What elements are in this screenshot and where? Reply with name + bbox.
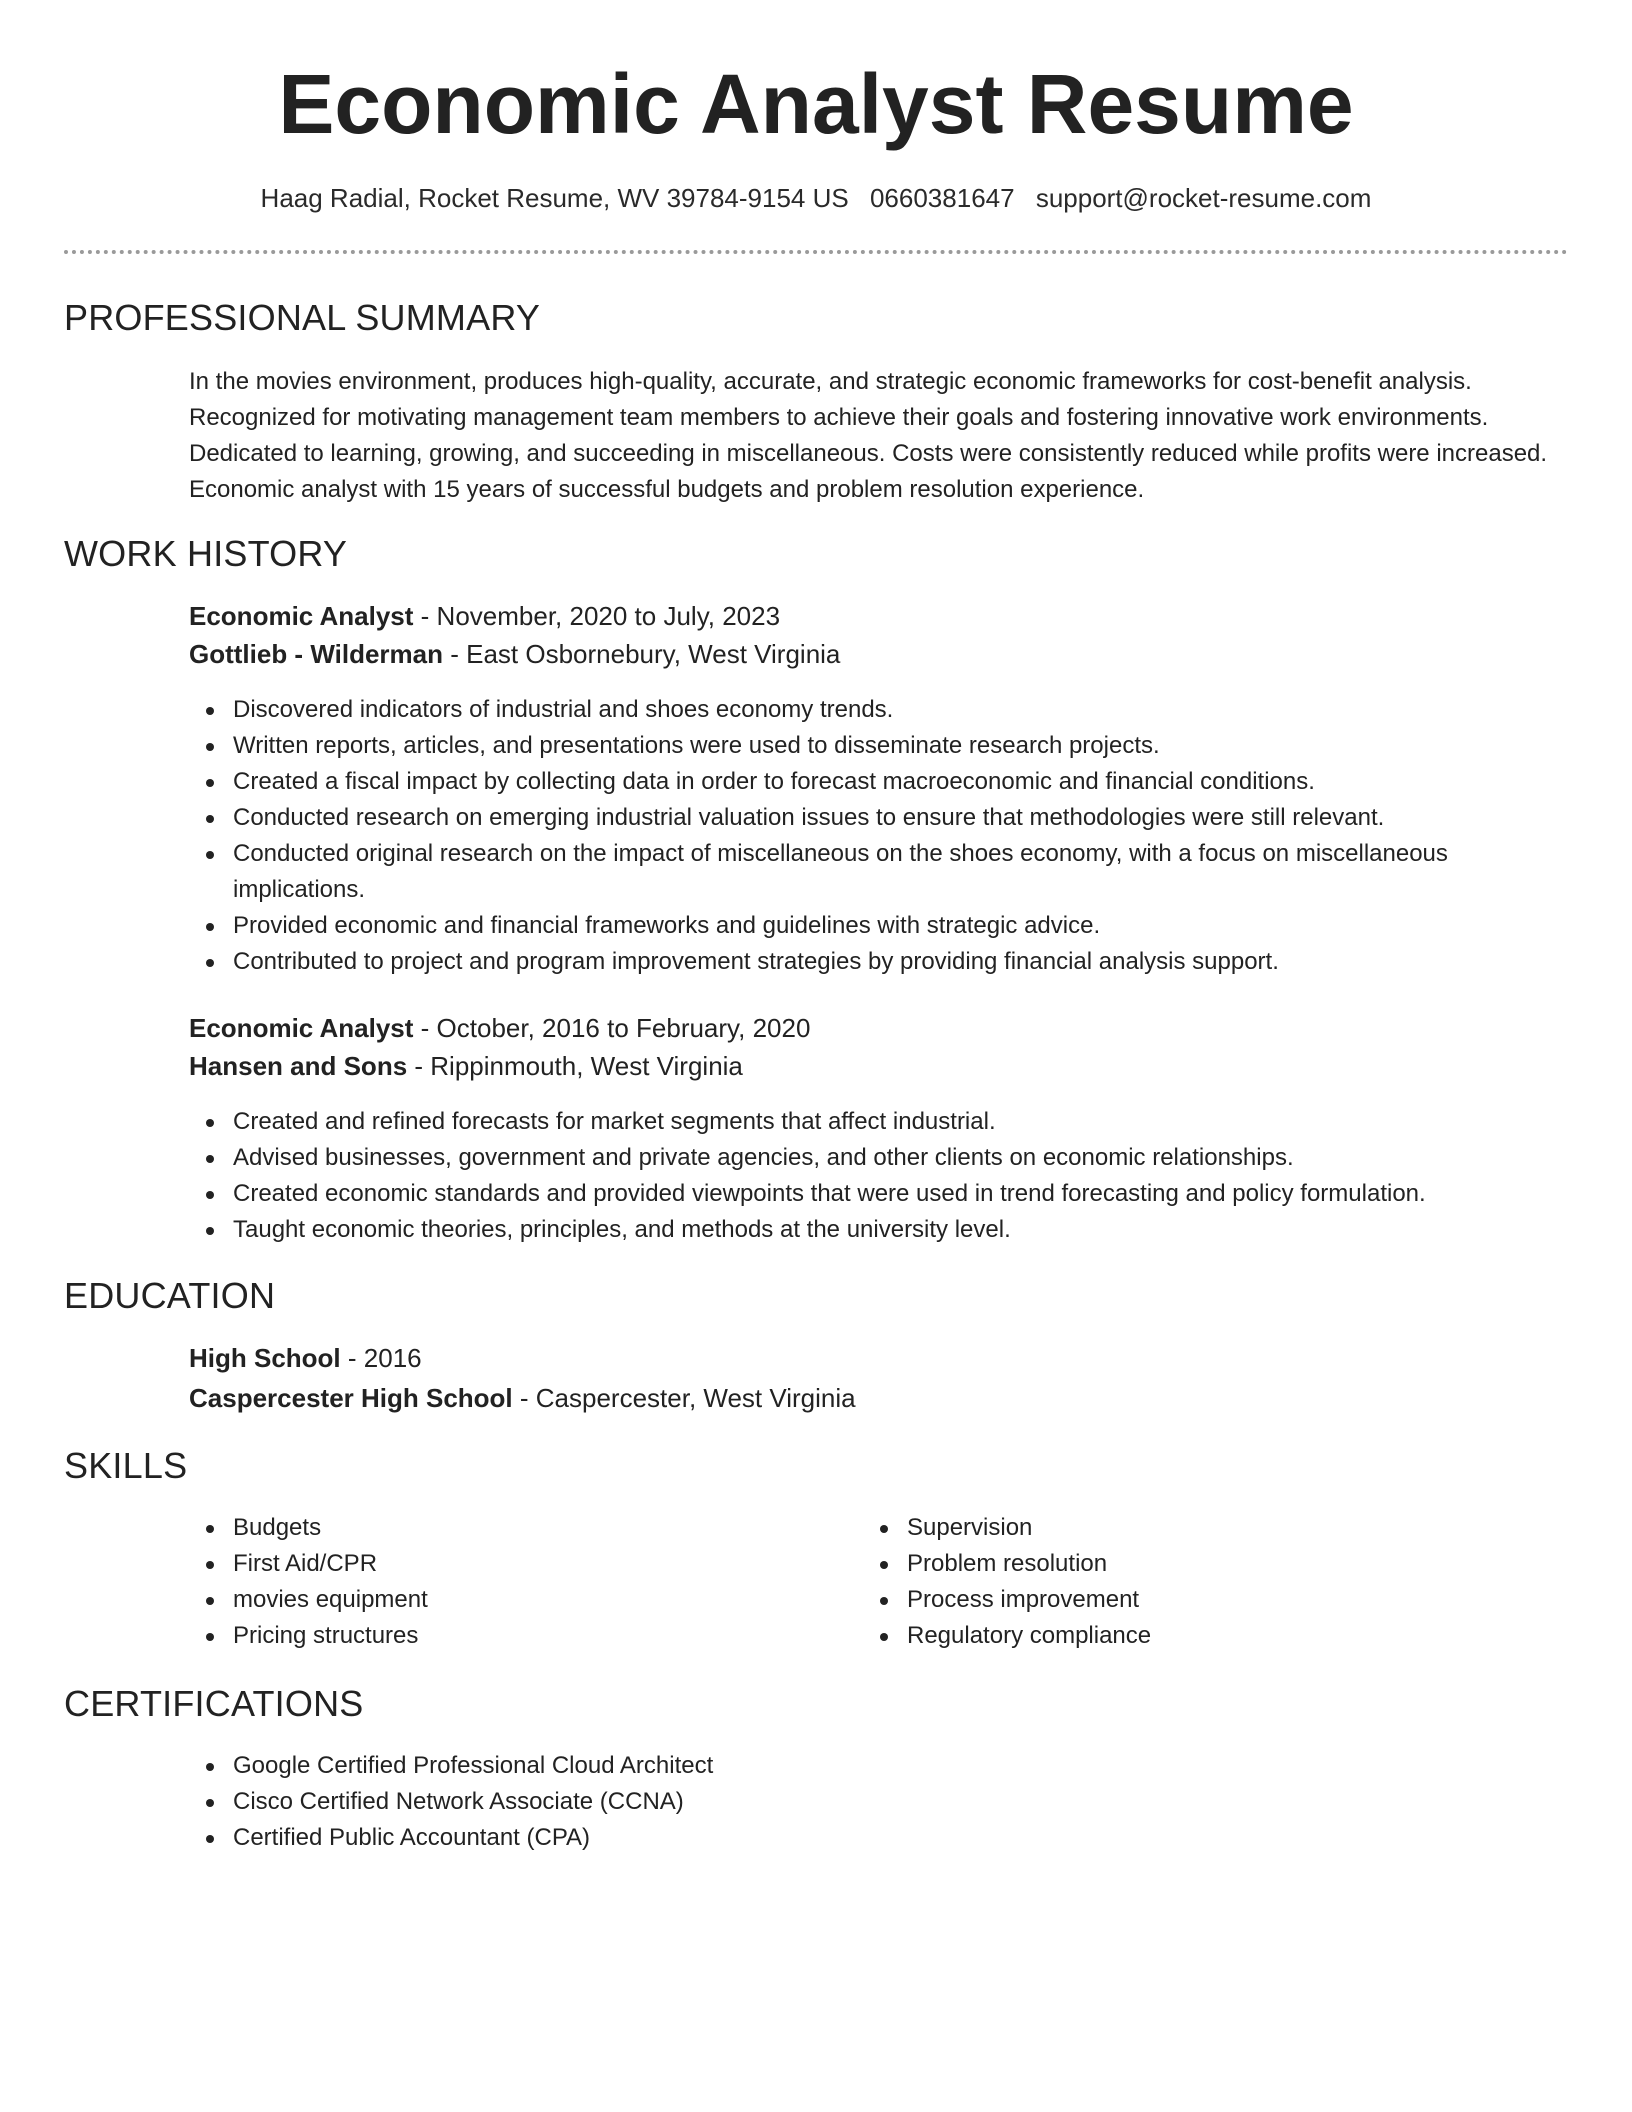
skills-list-right <box>863 1510 1527 1654</box>
header-divider <box>64 250 1568 254</box>
section-heading-work-history: WORK HISTORY <box>64 533 348 574</box>
education-degree: High School <box>189 1343 341 1373</box>
list-item: Budgets <box>233 1510 853 1546</box>
contact-email: support@rocket-resume.com <box>1035 183 1372 213</box>
job-1-bullets <box>189 692 1569 980</box>
list-item: Conducted research on emerging industrial valuation issues to ensure that methodologies were still relevant. <box>233 800 1569 836</box>
list-item: Conducted original research on the impact of miscellaneous on the shoes economy, with a focus on miscellaneous implications. <box>233 836 1569 908</box>
section-heading-skills: SKILLS <box>64 1445 188 1486</box>
list-item: Created a fiscal impact by collecting data in order to forecast macroeconomic and financial conditions. <box>233 764 1569 800</box>
job-2-bullets <box>189 1104 1569 1248</box>
list-item: Discovered indicators of industrial and shoes economy trends. <box>233 692 1569 728</box>
education-degree-line <box>189 1340 422 1376</box>
list-item: Supervision <box>907 1510 1527 1546</box>
list-item: Process improvement <box>907 1582 1527 1618</box>
skills-list-left <box>189 1510 853 1654</box>
resume-title: Economic Analyst Resume <box>278 57 1354 151</box>
list-item: Cisco Certified Network Associate (CCNA) <box>233 1784 1569 1820</box>
list-item: Created economic standards and provided viewpoints that were used in trend forecasting and policy formulation. <box>233 1176 1569 1212</box>
job-2-location: - Rippinmouth, West Virginia <box>407 1051 743 1081</box>
list-item: Google Certified Professional Cloud Architect <box>233 1748 1569 1784</box>
education-location: - Caspercester, West Virginia <box>512 1383 856 1413</box>
job-1-company: Gottlieb - Wilderman <box>189 639 443 669</box>
list-item: Provided economic and financial frameworks and guidelines with strategic advice. <box>233 908 1569 944</box>
list-item: movies equipment <box>233 1582 853 1618</box>
contact-phone: 0660381647 <box>869 183 1015 213</box>
job-1-dates: - November, 2020 to July, 2023 <box>413 601 781 631</box>
job-1-title: Economic Analyst <box>189 601 414 631</box>
education-school-line <box>189 1380 856 1416</box>
job-2-dates: - October, 2016 to February, 2020 <box>413 1013 811 1043</box>
list-item: Created and refined forecasts for market segments that affect industrial. <box>233 1104 1569 1140</box>
education-school: Caspercester High School <box>189 1383 513 1413</box>
contact-line <box>0 180 1632 216</box>
list-item: Taught economic theories, principles, and methods at the university level. <box>233 1212 1569 1248</box>
job-1-location: - East Osbornebury, West Virginia <box>443 639 841 669</box>
job-1-company-line <box>189 636 840 672</box>
list-item: Problem resolution <box>907 1546 1527 1582</box>
education-year: - 2016 <box>340 1343 422 1373</box>
job-2-company-line <box>189 1048 743 1084</box>
contact-address: Haag Radial, Rocket Resume, WV 39784-9154 US <box>260 183 849 213</box>
section-heading-summary: PROFESSIONAL SUMMARY <box>64 297 541 338</box>
job-2-title-line <box>189 1010 810 1046</box>
job-2-company: Hansen and Sons <box>189 1051 408 1081</box>
list-item: Contributed to project and program improvement strategies by providing financial analysis support. <box>233 944 1569 980</box>
list-item: Certified Public Accountant (CPA) <box>233 1820 1569 1856</box>
section-heading-certifications: CERTIFICATIONS <box>64 1683 364 1724</box>
list-item: Pricing structures <box>233 1618 853 1654</box>
list-item: Advised businesses, government and private agencies, and other clients on economic relationships. <box>233 1140 1569 1176</box>
list-item: First Aid/CPR <box>233 1546 853 1582</box>
list-item: Regulatory compliance <box>907 1618 1527 1654</box>
certifications-list <box>189 1748 1569 1856</box>
job-2-title: Economic Analyst <box>189 1013 414 1043</box>
section-heading-education: EDUCATION <box>64 1275 276 1316</box>
summary-text: In the movies environment, produces high-quality, accurate, and strategic economic frameworks for cost-benefit analysis. Recognized for motivating management team members to achieve their goals and fostering innovative work environments. Dedicated to learning, growing, and succeeding in miscellaneous. Costs were consistently reduced while profits were increased. Economic analyst with 15 years of successful budgets and problem resolution experience. <box>189 368 1548 503</box>
list-item: Written reports, articles, and presentations were used to disseminate research projects. <box>233 728 1569 764</box>
job-1-title-line <box>189 598 780 634</box>
